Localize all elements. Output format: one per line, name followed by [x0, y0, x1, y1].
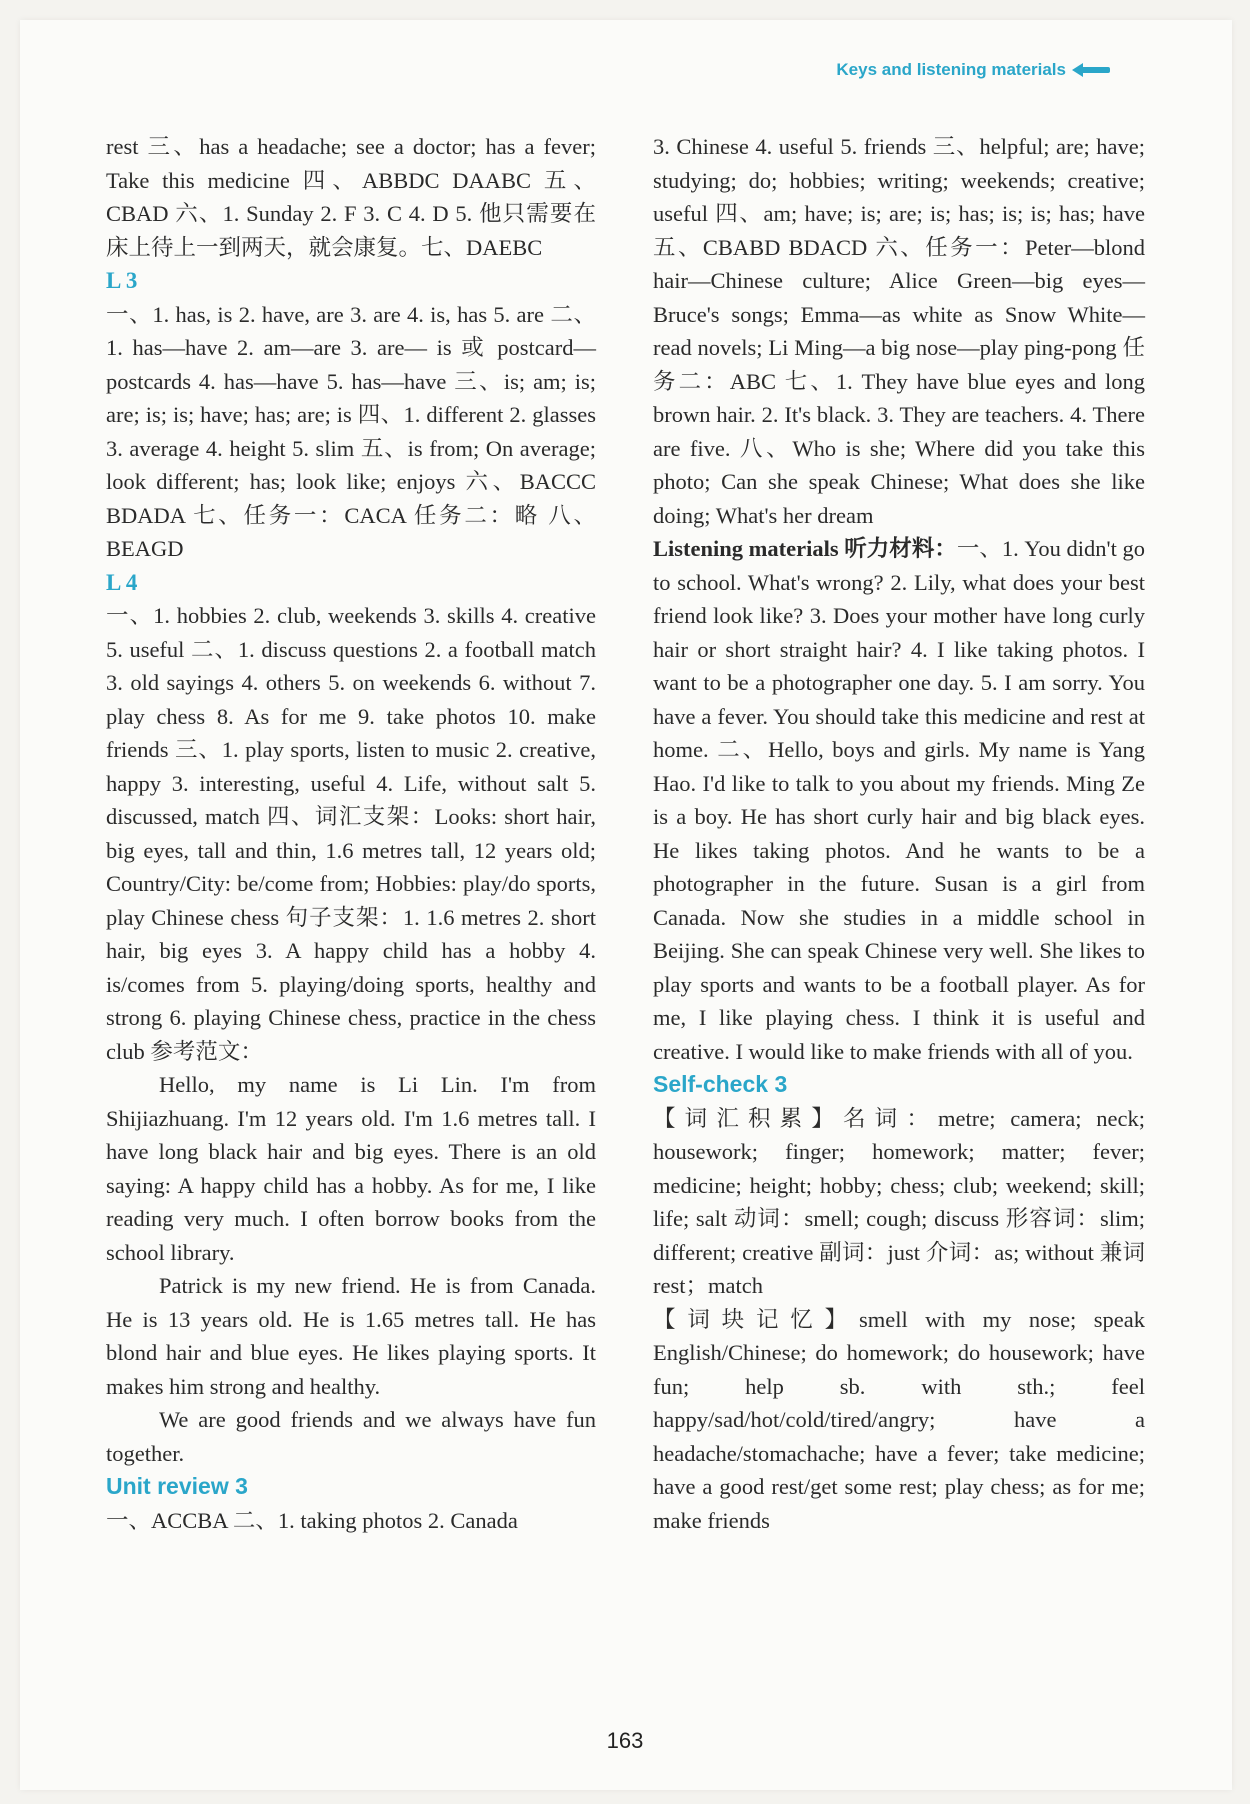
running-head	[836, 60, 1110, 80]
listening-materials	[653, 532, 1145, 1068]
section-heading-unit-review: Unit review 3	[106, 1473, 248, 1499]
answer-text: rest 三、has a headache; see a doctor; has a fever; Take this medicine 四、ABBDC DAABC 五、CBAD 六、1. Sunday 2. F 3. C 4. D 5. 他只需要在床上待上一到两天，就会康复。七、DAEBC	[106, 134, 596, 260]
left-column	[106, 130, 596, 1537]
running-head-text: Keys and listening materials	[836, 60, 1066, 79]
section-heading-l4: L 4	[106, 569, 138, 595]
answer-text: 一、ACCBA 二、1. taking photos 2. Canada	[106, 1507, 518, 1533]
answer-text: 3. Chinese 4. useful 5. friends 三、helpful; are; have; studying; do; hobbies; writing; weekends; creative; useful 四、am; have; is; are; is; has; is; is; has; have 五、CBABD BDACD 六、任务一：Peter—blond hair—Chinese culture; Alice Green—big eyes—Bruce's songs; Emma—as white as Snow White—read novels; Li Ming—a big nose—play ping-pong 任务二：ABC 七、1. They have blue eyes and long brown hair. 2. It's black. 3. They are teachers. 4. There are five. 八、Who is she; Where did you take this photo; Can she speak Chinese; What does she like doing; What's her dream	[653, 134, 1145, 528]
answer-text: 一、1. has, is 2. have, are 3. are 4. is, has 5. are 二、1. has—have 2. am—are 3. are— is 或 postcard—postcards 4. has—have 5. has—have 三、is; am; is; are; is; is; have; has; are; is 四、1. different 2. glasses 3. average 4. height 5. slim 五、is from; On average; look different; has; look like; enjoys 六、BACCC BDADA 七、任务一：CACA 任务二：略 八、BEAGD	[106, 301, 596, 561]
listening-label: Listening materials 听力材料：	[653, 536, 957, 561]
page-number: 163	[606, 1728, 644, 1753]
vocabulary-list: 【词汇积累】名词：metre; camera; neck; housework; finger; homework; matter; fever; medicine; height; hobby; chess; club; weekend; skill; life; salt 动词：smell; cough; discuss 形容词：slim; different; creative 副词：just 介词：as; without 兼词 rest；match	[653, 1105, 1145, 1298]
right-column	[653, 130, 1145, 1537]
phrase-list: 【词块记忆】smell with my nose; speak English/Chinese; do homework; do housework; have fun; help sb. with sth.; feel happy/sad/hot/cold/tired/angry; have a headache/stomachache; have a fever; take medicine; have a good rest/get some rest; play chess; as for me; make friends	[653, 1306, 1145, 1533]
sample-essay-paragraph: Patrick is my new friend. He is from Canada. He is 13 years old. He is 1.65 metres tall. He has blond hair and blue eyes. He likes playing sports. It makes him strong and healthy.	[106, 1273, 596, 1399]
sample-essay-paragraph: We are good friends and we always have fun together.	[106, 1407, 596, 1466]
answer-text: 一、1. hobbies 2. club, weekends 3. skills 4. creative 5. useful 二、1. discuss questions 2. a football match 3. old sayings 4. others 5. on weekends 6. without 7. play chess 8. As for me 9. take photos 10. make friends 三、1. play sports, listen to music 2. creative, happy 3. interesting, useful 4. Life, without salt 5. discussed, match 四、词汇支架：Looks: short hair, big eyes, tall and thin, 1.6 metres tall, 12 years old; Country/City: be/come from; Hobbies: play/do sports, play Chinese chess 句子支架：1. 1.6 metres 2. short hair, big eyes 3. A happy child has a hobby 4. is/comes from 5. playing/doing sports, healthy and strong 6. playing Chinese chess, practice in the chess club 参考范文：	[106, 603, 596, 1064]
arrow-left-icon	[1072, 63, 1110, 77]
sample-essay-paragraph: Hello, my name is Li Lin. I'm from Shijiazhuang. I'm 12 years old. I'm 1.6 metres tall. I have long black hair and big eyes. There is an old saying: A happy child has a hobby. As for me, I like reading very much. I often borrow books from the school library.	[106, 1072, 596, 1265]
section-heading-self-check: Self-check 3	[653, 1071, 788, 1097]
listening-text: 一、1. You didn't go to school. What's wrong? 2. Lily, what does your best friend look like? 3. Does your mother have long curly hair or short straight hair? 4. I like taking photos. I want to be a photographer one day. 5. I am sorry. You have a fever. You should take this medicine and rest at home. 二、Hello, boys and girls. My name is Yang Hao. I'd like to talk to you about my friends. Ming Ze is a boy. He has short curly hair and big black eyes. He likes taking photos. And he wants to be a photographer in the future. Susan is a girl from Canada. Now she studies in a middle school in Beijing. She can speak Chinese very well. She likes to play sports and wants to be a football player. As for me, I like playing chess. I think it is useful and creative. I would like to make friends with all of you.	[653, 536, 1145, 1064]
section-heading-l3: L 3	[106, 268, 138, 293]
